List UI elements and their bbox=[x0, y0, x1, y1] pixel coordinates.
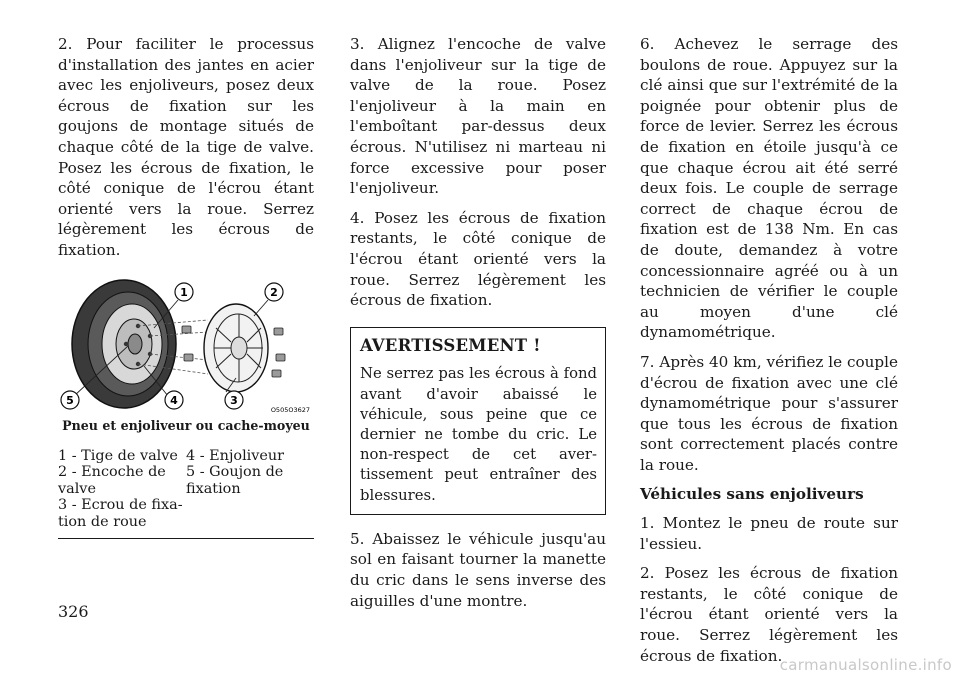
figure-caption: Pneu et enjoliveur ou cache-moyeu bbox=[62, 417, 310, 433]
step-4-paragraph: 4. Posez les écrous de fixation restants, le côté conique de l'écrou étant orienté vers la roue. Serrez légèrement les écrous de fixation. bbox=[350, 208, 606, 310]
step-6-paragraph: 6. Achevez le serrage des boulons de roue. Appuyez sur la clé ainsi que sur l'extrémité de la poignée pour obtenir plus de force de levier. Serrez les écrous de fixation en étoile jusqu'à ce que chaque écrou ait été serré deux fois. Le couple de serrage correct de chaque écrou de fixation est de 138 Nm. En cas de doute, demandez à votre concessionnaire agréé ou à un technicien de vérifier le couple au moyen d'une clé dynamométrique. bbox=[640, 35, 898, 342]
legend-item-5: 5 - Goujon de fixation bbox=[186, 464, 284, 497]
step-7-paragraph: 7. Après 40 km, vérifiez le couple d'écrou de fixation avec une clé dynamométrique pour s'assurer que tous les écrous de fixation sont correctement placés contre la roue. bbox=[640, 352, 898, 474]
warning-title: AVERTISSEMENT ! bbox=[360, 335, 541, 355]
legend-item-3: 3 - Ecrou de fixation de roue bbox=[58, 497, 183, 530]
step-5-paragraph: 5. Abaissez le véhicule jusqu'au sol en faisant tourner la manette du cric dans le sens inverse des aiguilles d'une montre. bbox=[350, 529, 606, 610]
figure-legend bbox=[58, 448, 314, 531]
column-left bbox=[58, 34, 314, 539]
column-middle bbox=[350, 34, 606, 620]
site-watermark: carmanualsonline.info bbox=[779, 656, 952, 674]
callout-5: 5 bbox=[66, 393, 74, 407]
figure-code: O505O3627 bbox=[270, 405, 310, 414]
step-2-paragraph: 2. Pour faciliter le processus d'installation des jantes en acier avec les enjoliveurs, posez deux écrous de fixation sur les goujons de montage situés de chaque côté de la tige de valve. Posez les écrous de fixation, le côté conique de l'écrou étant orienté vers la roue. Serrez légèrement les écrous de fixation. bbox=[58, 35, 314, 259]
legend-divider bbox=[58, 538, 314, 539]
warning-box bbox=[350, 327, 606, 515]
wheel-cover-figure bbox=[58, 270, 314, 416]
callout-4: 4 bbox=[170, 393, 178, 407]
no-cover-step-1-paragraph: 1. Montez le pneu de route sur l'essieu. bbox=[640, 514, 898, 553]
callout-3: 3 bbox=[230, 393, 238, 407]
no-cover-step-2-paragraph: 2. Posez les écrous de fixation restants, le côté conique de l'écrou étant orienté vers la roue. Serrez légèrement les écrous de fixation. bbox=[640, 564, 898, 665]
wheel-diagram bbox=[58, 270, 314, 416]
warning-text: Ne serrez pas les écrous à fond avant d'avoir abaissé le véhicule, sous peine que ce dernier ne tombe du cric. Le non-respect de cet avertissement peut entraîner des blessures. bbox=[360, 365, 597, 504]
step-3-paragraph: 3. Alignez l'encoche de valve dans l'enjoliveur sur la tige de valve de la roue. Posez l'enjoliveur à la main en l'emboîtant par-dessus deux écrous. N'utilisez ni marteau ni force excessive pour poser l'enjoliveur. bbox=[350, 35, 606, 198]
page-number: 326 bbox=[58, 602, 89, 621]
callout-2: 2 bbox=[270, 285, 278, 299]
callout-1: 1 bbox=[180, 285, 188, 299]
legend-item-2: 2 - Encoche de valve bbox=[58, 464, 166, 497]
legend-item-4: 4 - Enjoliveur bbox=[186, 447, 285, 464]
section-subheading: Véhicules sans enjoliveurs bbox=[640, 485, 864, 504]
legend-item-1: 1 - Tige de valve bbox=[58, 447, 178, 464]
column-right bbox=[640, 34, 898, 675]
